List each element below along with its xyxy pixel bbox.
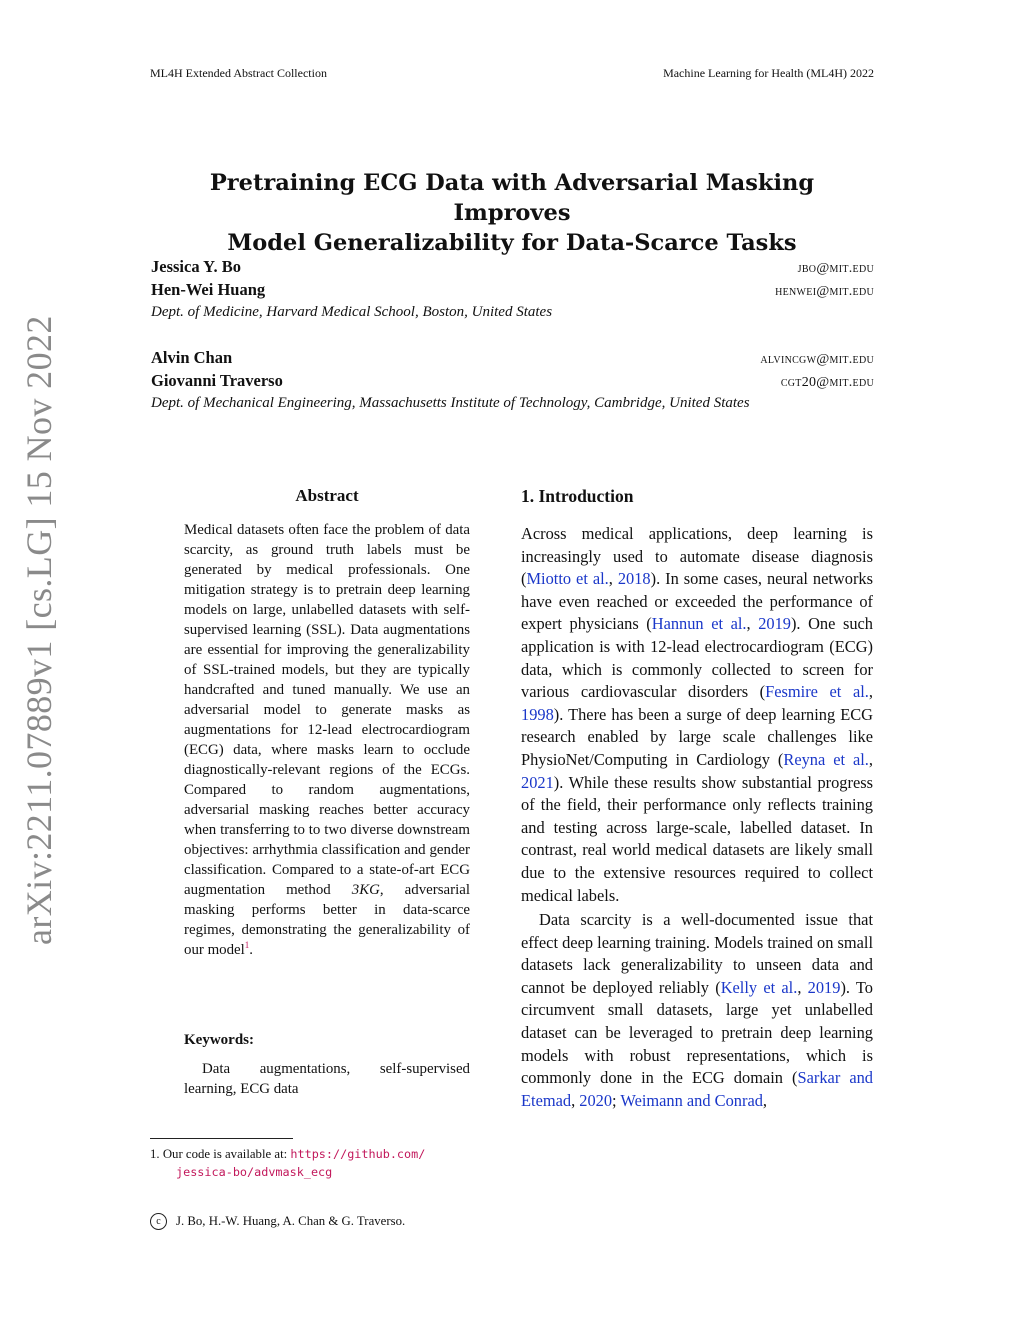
intro-text: , bbox=[571, 1090, 580, 1110]
citation-link[interactable]: 2019 bbox=[807, 977, 841, 997]
author-name: Alvin Chan bbox=[151, 348, 233, 367]
footnote bbox=[150, 1145, 510, 1181]
intro-text: , bbox=[608, 569, 618, 589]
intro-text: Data scarcity is a well-documented issue that effect deep learning training. Models trained on small datasets lack generalizability to unseen data and cannot be deployed reliably ( bbox=[521, 910, 873, 997]
author-email[interactable]: jbo@mit.edu bbox=[797, 261, 874, 276]
author-row bbox=[151, 280, 874, 302]
abstract-heading: Abstract bbox=[295, 486, 359, 505]
author-name: Hen-Wei Huang bbox=[151, 280, 266, 299]
intro-text: , bbox=[746, 614, 759, 634]
author-row bbox=[151, 371, 874, 393]
citation-link[interactable]: Kelly et al. bbox=[720, 977, 798, 997]
citation-link[interactable]: Weimann and Conrad bbox=[620, 1090, 763, 1110]
intro-text: ). In some cases, neural networks have even reached or exceeded the performance of expert physicians ( bbox=[521, 569, 873, 634]
citation-link[interactable]: Reyna et al. bbox=[783, 749, 869, 769]
author-email[interactable]: cgt20@mit.edu bbox=[780, 375, 874, 390]
author-row bbox=[151, 348, 874, 370]
intro-paragraph-2 bbox=[521, 909, 873, 1112]
abstract-text: . bbox=[249, 942, 254, 958]
author-name: Jessica Y. Bo bbox=[151, 257, 241, 276]
author-name: Giovanni Traverso bbox=[151, 371, 283, 390]
footnote-text: Our code is available at: bbox=[162, 1147, 288, 1161]
intro-text: ). While these results show substantial progress of the field, their performance only reflects training and testing across large-scale, labelled dataset. In contrast, real world medical datasets are likely small due to the extensive resources required to collect medical labels. bbox=[521, 772, 873, 905]
citation-link[interactable]: 2018 bbox=[617, 569, 651, 589]
intro-text: ). To circumvent small datasets, large yet unlabelled dataset can be leveraged to pretrain deep learning models with robust representations, which is commonly done in the ECG domain ( bbox=[521, 977, 873, 1088]
citation-link[interactable]: 2020 bbox=[579, 1090, 613, 1110]
author-email[interactable]: alvincgw@mit.edu bbox=[760, 352, 874, 367]
copyright-text: J. Bo, H.-W. Huang, A. Chan & G. Traverso. bbox=[176, 1214, 406, 1228]
intro-text: Across medical applications, deep learning is increasingly used to automate disease diagnosis ( bbox=[521, 524, 873, 589]
footnote-marker[interactable]: 1 bbox=[244, 940, 250, 951]
intro-text: ). One such application is with 12-lead electrocardiogram (ECG) data, which is commonly collected to screen for various cardiovascular disorders ( bbox=[521, 614, 873, 702]
running-header-left: ML4H Extended Abstract Collection bbox=[150, 66, 327, 80]
copyright-line bbox=[150, 1213, 405, 1230]
copyright-icon: c bbox=[150, 1213, 167, 1230]
title-line-2: Model Generalizability for Data-Scarce Tasks bbox=[227, 230, 797, 256]
abstract-body bbox=[184, 520, 470, 960]
footnote-number: 1. bbox=[150, 1147, 160, 1161]
intro-text: , bbox=[797, 977, 808, 997]
intro-text: ). There has been a surge of deep learning ECG research enabled by large scale challenges like PhysioNet/Computing in Cardiology ( bbox=[521, 704, 873, 769]
title-line-1: Pretraining ECG Data with Adversarial Masking Improves bbox=[209, 170, 815, 226]
author-row bbox=[151, 257, 874, 279]
citation-link[interactable]: 2021 bbox=[521, 772, 554, 792]
citation-link[interactable]: Hannun et al. bbox=[651, 614, 747, 634]
code-url-link[interactable]: jessica-bo/advmask_ecg bbox=[176, 1165, 333, 1179]
abstract-text: Medical datasets often face the problem of data scarcity, as ground truth labels must be generated by medical professionals. One mitigation strategy is to pretrain deep learning models on large, unlabelled datasets with self-supervised learning (SSL). Data augmentations are essential for improving the generalizability of SSL-trained models, but they are typically handcrafted and tuned manually. We use an adversarial model to generate masks as augmentations for 12-lead electrocardiogram (ECG) data, where masks learn to occlude diagnostically-relevant regions of the ECGs. Compared to random augmentations, adversarial masking reaches better accuracy when transferring to to two diverse downstream objectives: arrhythmia classification and gender classification. Compared to a state-of-art ECG augmentation method bbox=[184, 522, 470, 898]
author-email[interactable]: henwei@mit.edu bbox=[775, 284, 874, 299]
keywords-heading: Keywords: bbox=[184, 1032, 254, 1048]
running-header-right: Machine Learning for Health (ML4H) 2022 bbox=[663, 66, 874, 80]
affiliation: Dept. of Medicine, Harvard Medical School, Boston, United States bbox=[151, 304, 553, 320]
citation-link[interactable]: Fesmire et al. bbox=[765, 682, 869, 702]
abstract-text: , adversarial masking performs better in data-scarce regimes, demonstrating the generalizability of our model bbox=[184, 882, 470, 958]
intro-text: ; bbox=[612, 1090, 621, 1110]
citation-link[interactable]: Miotto et al. bbox=[526, 569, 609, 589]
intro-paragraph-1 bbox=[521, 523, 873, 907]
keywords-list: Data augmentations, self-supervised learning, ECG data bbox=[184, 1061, 470, 1097]
intro-text: , bbox=[868, 749, 873, 769]
citation-link[interactable]: 2019 bbox=[758, 614, 791, 634]
introduction-body bbox=[521, 523, 873, 1112]
citation-link[interactable]: Sarkar and Etemad bbox=[521, 1068, 874, 1110]
citation-link[interactable]: 1998 bbox=[521, 704, 554, 724]
intro-text: , bbox=[868, 682, 873, 702]
code-url-link[interactable]: https://github.com/ bbox=[290, 1147, 426, 1161]
section-heading-introduction: 1. Introduction bbox=[521, 486, 634, 506]
abstract-method-name: 3KG bbox=[351, 882, 380, 898]
footnote-rule bbox=[150, 1138, 293, 1139]
intro-text: , bbox=[762, 1090, 768, 1110]
arxiv-identifier[interactable]: arXiv:2211.07889v1 [cs.LG] 15 Nov 2022 bbox=[19, 315, 59, 945]
affiliation: Dept. of Mechanical Engineering, Massachusetts Institute of Technology, Cambridge, United States bbox=[151, 395, 750, 411]
paper-title bbox=[150, 168, 874, 258]
